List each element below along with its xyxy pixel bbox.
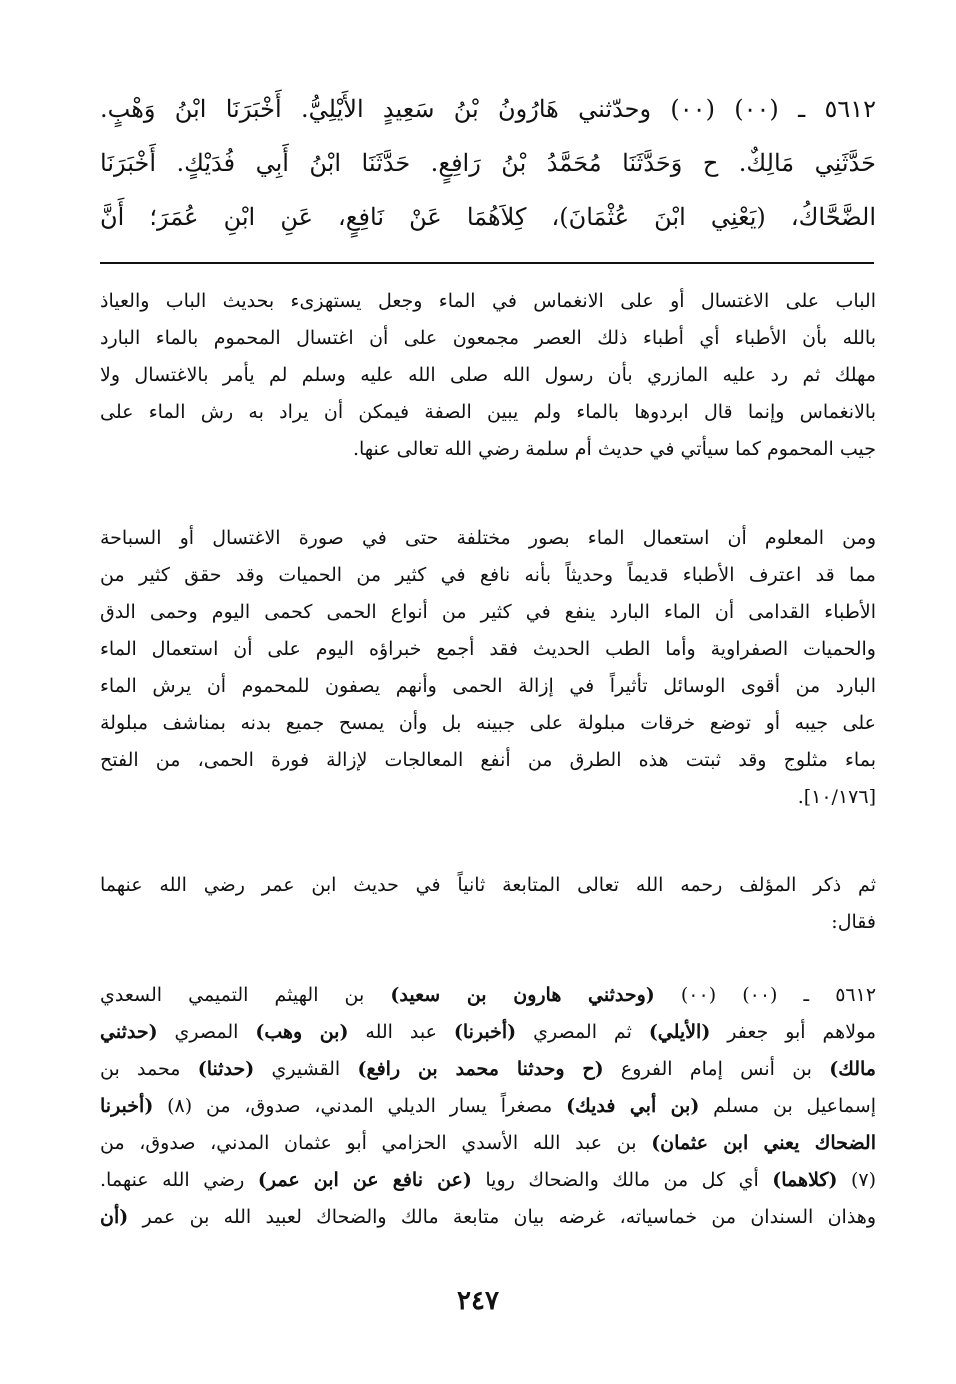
text-run: (٧): [837, 1169, 876, 1191]
bold-run: (أن: [100, 1206, 129, 1228]
text-run: بن الهيثم التميمي السعدي: [100, 984, 391, 1006]
commentary-paragraph-2: [100, 520, 876, 816]
text-run: أي كل من مالك والضحاك رويا: [471, 1169, 773, 1191]
bold-run: (بن أبي فديك): [566, 1095, 700, 1117]
text-run: ٥٦١٢ ـ (٠٠) (٠٠): [654, 984, 877, 1006]
text-line: بالله بأن الأطباء أي أطباء ذلك العصر مجمعون على أن اغتسال المحموم بالماء البارد: [100, 327, 876, 349]
bold-run: (ح وحدثنا محمد بن رافع): [357, 1058, 604, 1080]
text-line: [100, 1199, 876, 1236]
text-run: محمد بن: [100, 1058, 198, 1080]
text-line: فقال:: [831, 911, 876, 933]
hadith-text: [100, 82, 876, 244]
bold-run: (كلاهما): [772, 1169, 838, 1191]
text-run: مولاهم أبو جعفر: [710, 1021, 877, 1043]
hadith-line: الضَّحَّاكُ، (يَعْنِي ابْنَ عُثْمَانَ)، كِلاَهُمَا عَنْ نَافِعٍ، عَنِ ابْنِ عُمَرَ؛ أَنَّ: [100, 203, 876, 231]
text-run: القشيري: [254, 1058, 358, 1080]
bold-run: (بن وهب): [255, 1021, 349, 1043]
text-line: بماء مثلوج وقد ثبتت هذه الطرق من أنفع المعالجات لإزالة فورة الحمى، من الفتح: [100, 749, 876, 771]
bold-run: (حدثنا): [197, 1058, 255, 1080]
commentary-paragraph-1: [100, 283, 876, 468]
bold-run: (حدثني: [100, 1021, 158, 1043]
text-line: [100, 1051, 876, 1088]
text-line: [100, 1088, 876, 1125]
bold-run: (وحدثني هارون بن سعيد): [390, 984, 655, 1006]
page-number: ٢٤٧: [457, 1286, 499, 1316]
hadith-line: حَدَّثَنِي مَالِكٌ. ح وَحَدَّثَنَا مُحَمَّدُ بْنُ رَافِعٍ. حَدَّثَنَا ابْنُ أَبِي فُدَيْكٍ. أَخْبَرَنَا: [100, 149, 876, 177]
text-line: ثم ذكر المؤلف رحمه الله تعالى المتابعة ثانياً في حديث ابن عمر رضي الله عنهما: [100, 874, 876, 896]
text-run: مصغراً يسار الديلي المدني، صدوق، من (٨): [153, 1095, 567, 1117]
commentary-paragraph-3: [100, 867, 876, 941]
text-run: رضي الله عنهما.: [100, 1169, 258, 1191]
text-line: مهلك ثم رد عليه المازري بأن رسول الله صلى الله عليه وسلم لم يأمر بالاغتسال ولا: [100, 364, 876, 386]
text-line: [100, 1162, 876, 1199]
text-line: الأطباء القدامى أن الماء البارد ينفع في كثير من أنواع الحمى كحمى اليوم وحمى الدق: [100, 601, 876, 623]
text-run: ثم المصري: [516, 1021, 649, 1043]
text-line: والحميات الصفراوية وأما الطب الحديث فقد أجمع خبراؤه اليوم على أن استعمال الماء: [100, 638, 876, 660]
footnote-divider: [100, 262, 874, 264]
bold-run: (عن نافع عن ابن عمر): [257, 1169, 472, 1191]
hadith-line: ٥٦١٢ ـ (٠٠) (٠٠) وحدّثني هَارُونُ بْنُ سَعِيدٍ الأَيْلِيُّ. أَخْبَرَنَا ابْنُ وَهْبٍ.: [100, 95, 877, 123]
text-line: بالانغماس وإنما قال ابردوها بالماء ولم يبين الصفة فيمكن أن يراد به رش الماء على: [100, 401, 876, 423]
bold-run: مالك): [829, 1058, 876, 1080]
text-line: مما قد اعترف الأطباء قديماً وحديثاً بأنه نافع في كثير من الحميات وقد حقق كثير من: [100, 564, 876, 586]
commentary-paragraph-4: [100, 977, 876, 1236]
bold-run: (أخبرنا): [453, 1021, 517, 1043]
text-line: [100, 1014, 876, 1051]
text-run: عبد الله: [348, 1021, 454, 1043]
text-line: [١٠/١٧٦].: [797, 786, 876, 808]
text-line: [100, 1125, 876, 1162]
text-run: بن أنس إمام الفروع: [603, 1058, 830, 1080]
text-run: بن عبد الله الأسدي الحزامي أبو عثمان المدني، صدوق، من: [100, 1132, 652, 1154]
bold-run: الضحاك يعني ابن عثمان): [651, 1132, 876, 1154]
text-run: وهذان السندان من خماسياته، غرضه بيان متابعة مالك والضحاك لعبيد الله بن عمر: [128, 1206, 876, 1228]
text-line: [100, 977, 876, 1014]
text-line: على جيبه أو توضع خرقات مبلولة على جبينه بل وأن يمسح جميع بدنه بمناشف مبلولة: [100, 712, 876, 734]
text-run: إسماعيل بن مسلم: [699, 1095, 876, 1117]
text-line: البارد من أقوى الوسائل تأثيراً في إزالة الحمى وأنهم يصفون للمحموم أن يرش الماء: [100, 675, 876, 697]
bold-run: (أخبرنا: [100, 1095, 154, 1117]
text-line: ومن المعلوم أن استعمال الماء بصور مختلفة حتى في صورة الاغتسال أو السباحة: [100, 527, 876, 549]
text-line: جيب المحموم كما سيأتي في حديث أم سلمة رضي الله تعالى عنها.: [352, 438, 876, 460]
bold-run: (الأيلي): [648, 1021, 711, 1043]
text-line: الباب على الاغتسال أو على الانغماس في الماء وجعل يستهزىء بحديث الباب والعياذ: [100, 290, 876, 312]
text-run: المصري: [157, 1021, 256, 1043]
